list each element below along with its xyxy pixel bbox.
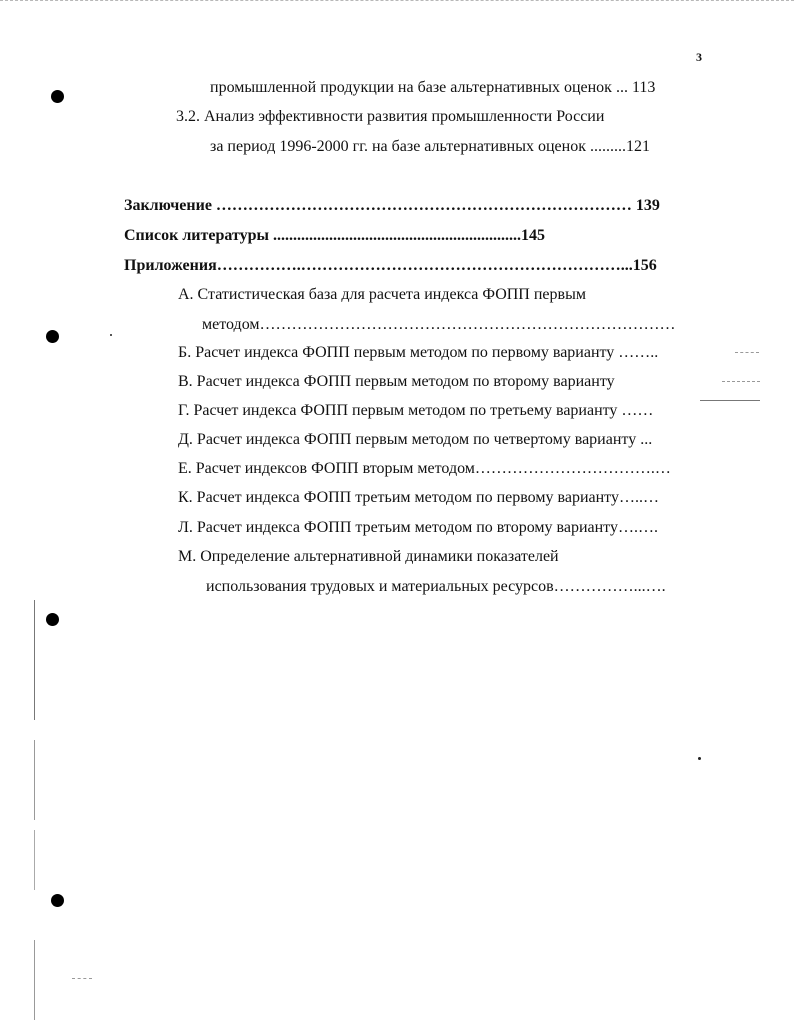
toc-line: методом……………………………………………………………………: [202, 316, 676, 333]
toc-line: М. Определение альтернативной динамики показателей: [178, 548, 559, 565]
scan-dash: [722, 381, 760, 382]
punch-hole: [46, 613, 59, 626]
scan-margin-line: [34, 740, 35, 820]
toc-line: К. Расчет индекса ФОПП третьим методом по первому варианту…..…: [178, 489, 659, 506]
toc-line: Г. Расчет индекса ФОПП первым методом по третьему варианту ……: [178, 402, 654, 419]
toc-line: за период 1996-2000 гг. на базе альтернативных оценок .........121: [210, 138, 650, 155]
toc-line: 3.2. Анализ эффективности развития промышленности России: [176, 108, 605, 125]
scan-dash: [735, 352, 759, 353]
scan-margin-line: [34, 600, 35, 720]
toc-line: Д. Расчет индекса ФОПП первым методом по четвертому варианту ...: [178, 431, 653, 448]
scan-margin-line: [34, 940, 35, 1020]
scan-dash: [700, 400, 760, 401]
toc-line: В. Расчет индекса ФОПП первым методом по второму варианту: [178, 373, 615, 390]
scan-dash: [72, 978, 92, 979]
toc-line-appendices: Приложения…………….……………………………………………………...156: [124, 257, 657, 274]
scan-top-edge: [0, 0, 794, 5]
punch-hole: [51, 90, 64, 103]
toc-line-references: Список литературы ..............................................................145: [124, 227, 545, 244]
punch-hole: [46, 330, 59, 343]
toc-line: А. Статистическая база для расчета индекса ФОПП первым: [178, 286, 586, 303]
scan-margin-line: [34, 830, 35, 890]
toc-line: Б. Расчет индекса ФОПП первым методом по первому варианту ……..: [178, 344, 659, 361]
toc-line-conclusion: Заключение …………………………………………………………………… 139: [124, 197, 660, 214]
toc-line: Е. Расчет индексов ФОПП вторым методом…………………………….…: [178, 460, 671, 477]
scan-speck: [698, 757, 701, 760]
punch-hole: [51, 894, 64, 907]
toc-line: Л. Расчет индекса ФОПП третьим методом по второму варианту….….: [178, 519, 658, 536]
toc-line: использования трудовых и материальных ресурсов……………...….: [206, 578, 666, 595]
page-number: 3: [696, 50, 702, 64]
scan-speck: [110, 334, 112, 336]
toc-line: промышленной продукции на базе альтернативных оценок ... 113: [210, 79, 656, 96]
